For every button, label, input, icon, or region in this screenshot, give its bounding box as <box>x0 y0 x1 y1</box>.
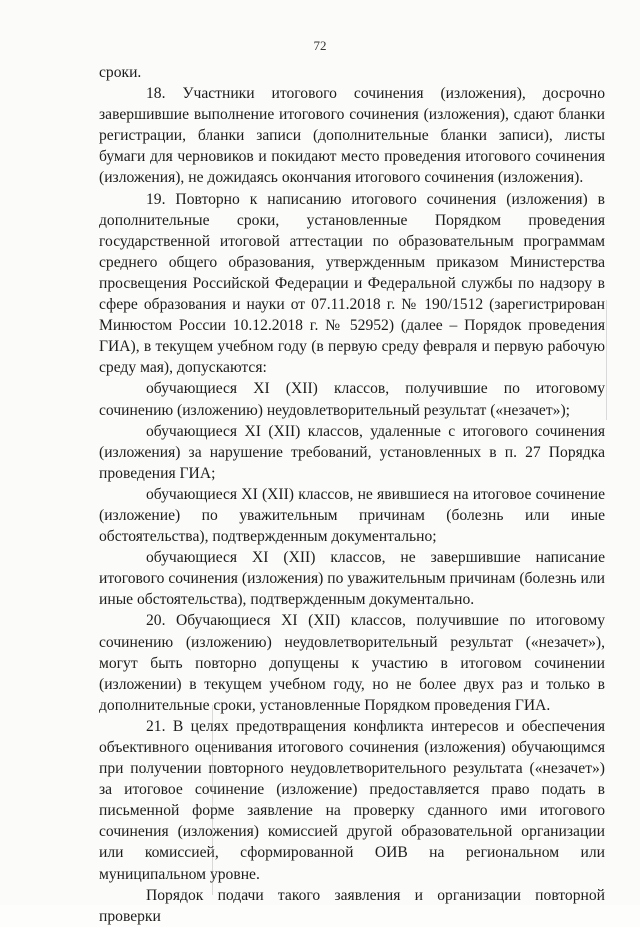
scan-artifact-right <box>606 300 607 420</box>
list-item-removed: обучающиеся XI (XII) классов, удаленные с итогового сочинения (изложения) за нарушение требований, установленных в п. 27 Порядка проведения ГИА; <box>99 422 605 482</box>
list-item-absent: обучающиеся XI (XII) классов, не явившиеся на итоговое сочинение (изложение) по уважительным причинам (болезнь или иные обстоятельства), подтвержденным документально; <box>99 485 605 546</box>
paragraph-21: 21. В целях предотвращения конфликта интересов и обеспечения объективного оценивания итогового сочинения (изложения) обучающимся при получении повторного неудовлетворительного результата («незачет») за итоговое сочинение (изложение) предоставляется право подать в письменной форме заявление на проверку сданного ими итогового сочинения (изложения) комиссией другой образовательной организации или комиссией, сформированной ОИВ на региональном или муниципальном уровне. <box>99 717 605 883</box>
document-body <box>99 62 605 927</box>
list-item-not-completed: обучающиеся XI (XII) классов, не завершившие написание итогового сочинения (изложения) по уважительным причинам (болезнь или иные обстоятельства), подтвержденным документально. <box>99 549 605 609</box>
paragraph-18: 18. Участники итогового сочинения (изложения), досрочно завершившие выполнение итогового сочинения (изложения), сдают бланки регистрации, бланки записи (дополнительные бланки записи), листы бумаги для черновиков и покидают место проведения итогового сочинения (изложения), не дожидаясь окончания итогового сочинения (изложения). <box>99 85 605 187</box>
paragraph-procedure: Порядок подачи такого заявления и организации повторной проверки <box>99 886 605 925</box>
paragraph-20: 20. Обучающиеся XI (XII) классов, получившие по итоговому сочинению (изложению) неудовлетворительный результат («незачет»), могут быть повторно допущены к участию в итоговом сочинении (изложении) в текущем учебном году, но не более двух раз и только в дополнительные сроки, установленные Порядком проведения ГИА. <box>99 612 605 714</box>
paragraph-19: 19. Повторно к написанию итогового сочинения (изложения) в дополнительные сроки, установленные Порядком проведения государственной итоговой аттестации по образовательным программам среднего общего образования, утвержденным приказом Министерства просвещения Российской Федерации и Федеральной службы по надзору в сфере образования и науки от 07.11.2018 г. № 190/1512 (зарегистрирован Минюстом России 10.12.2018 г. № 52952) (далее – Порядок проведения ГИА), в текущем учебном году (в первую среду февраля и первую рабочую среду мая), допускаются: <box>99 190 605 377</box>
list-item-unsatisfactory-result: обучающиеся XI (XII) классов, получившие по итоговому сочинению (изложению) неудовлетворительный результат («незачет»); <box>99 380 605 419</box>
scan-artifact-left <box>212 705 213 895</box>
paragraph-continuation: сроки. <box>99 64 142 81</box>
page-number: 72 <box>313 38 327 53</box>
